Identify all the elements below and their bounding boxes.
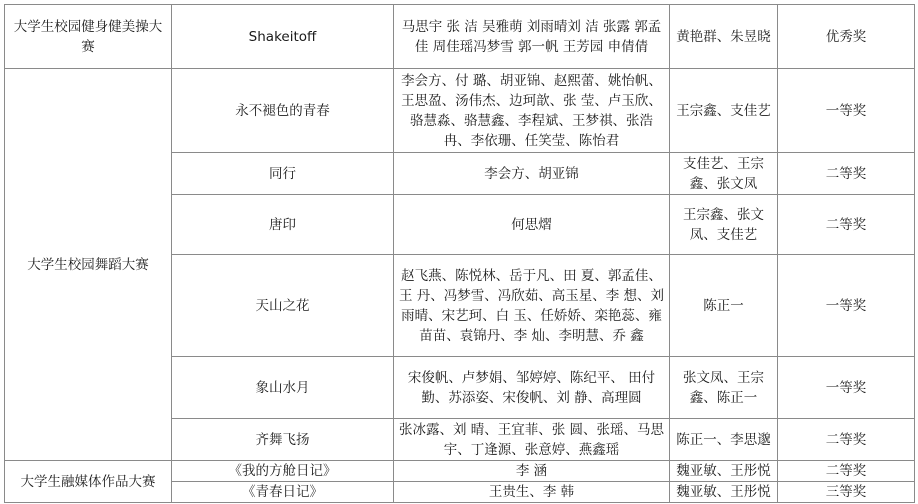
award-cell: 一等奖 — [778, 69, 915, 153]
award-cell: 三等奖 — [778, 482, 915, 503]
work-cell: 唐印 — [172, 195, 394, 255]
advisors-cell: 张文凤、王宗鑫、陈正一 — [670, 357, 778, 419]
advisors-cell: 支佳艺、王宗鑫、张文凤 — [670, 153, 778, 195]
award-cell: 一等奖 — [778, 357, 915, 419]
members-cell: 何思熠 — [394, 195, 670, 255]
award-cell: 一等奖 — [778, 255, 915, 357]
work-cell: 《我的方舱日记》 — [172, 461, 394, 482]
work-cell: 象山水月 — [172, 357, 394, 419]
award-cell: 二等奖 — [778, 461, 915, 482]
members-cell: 李会方、胡亚锦 — [394, 153, 670, 195]
advisors-cell: 魏亚敏、王彤悦 — [670, 482, 778, 503]
work-cell: 永不褪色的青春 — [172, 69, 394, 153]
advisors-cell: 陈正一 — [670, 255, 778, 357]
members-cell: 宋俊帆、卢梦娟、邹婷婷、陈纪平、 田付勤、苏添姿、宋俊帆、刘 静、高理圆 — [394, 357, 670, 419]
members-cell: 马思宇 张 洁 吴雅萌 刘雨晴刘 洁 张露 郭孟佳 周佳瑶冯梦雪 郭一帆 王芳园 申倩倩 — [394, 5, 670, 69]
work-cell: 天山之花 — [172, 255, 394, 357]
work-cell: 齐舞飞扬 — [172, 419, 394, 461]
advisors-cell: 王宗鑫、张文凤、支佳艺 — [670, 195, 778, 255]
members-cell: 张冰露、刘 晴、王宜菲、张 圆、张瑶、马思宇、丁逢源、张意婷、燕鑫瑶 — [394, 419, 670, 461]
table-row — [5, 69, 915, 153]
awards-table — [4, 4, 915, 503]
members-cell: 王贵生、李 韩 — [394, 482, 670, 503]
advisors-cell: 王宗鑫、支佳艺 — [670, 69, 778, 153]
award-cell: 二等奖 — [778, 419, 915, 461]
award-cell: 优秀奖 — [778, 5, 915, 69]
table-row — [5, 461, 915, 482]
advisors-cell: 魏亚敏、王彤悦 — [670, 461, 778, 482]
members-cell: 李会方、付 璐、胡亚锦、赵熙蕾、姚怡帆、王思盈、汤伟杰、边珂歆、张 莹、卢玉欣、骆慧淼、骆慧鑫、李程斌、王梦祺、张浩冉、李依珊、任笑莹、陈怡君 — [394, 69, 670, 153]
members-cell: 李 涵 — [394, 461, 670, 482]
table-row — [5, 5, 915, 69]
work-cell: Shakeitoff — [172, 5, 394, 69]
category-cell: 大学生融媒体作品大赛 — [5, 461, 172, 503]
category-cell: 大学生校园健身健美操大赛 — [5, 5, 172, 69]
advisors-cell: 黄艳群、朱昱晓 — [670, 5, 778, 69]
category-cell: 大学生校园舞蹈大赛 — [5, 69, 172, 461]
award-cell: 二等奖 — [778, 195, 915, 255]
work-cell: 同行 — [172, 153, 394, 195]
award-cell: 二等奖 — [778, 153, 915, 195]
members-cell: 赵飞燕、陈悦林、岳于凡、田 夏、郭孟佳、王 丹、冯梦雪、冯欣茹、高玉星、李 想、刘雨晴、宋艺珂、白 玉、任娇娇、栾艳蕊、雍苗苗、袁锦丹、李 灿、李明慧、乔 鑫 — [394, 255, 670, 357]
advisors-cell: 陈正一、李思邈 — [670, 419, 778, 461]
work-cell: 《青春日记》 — [172, 482, 394, 503]
